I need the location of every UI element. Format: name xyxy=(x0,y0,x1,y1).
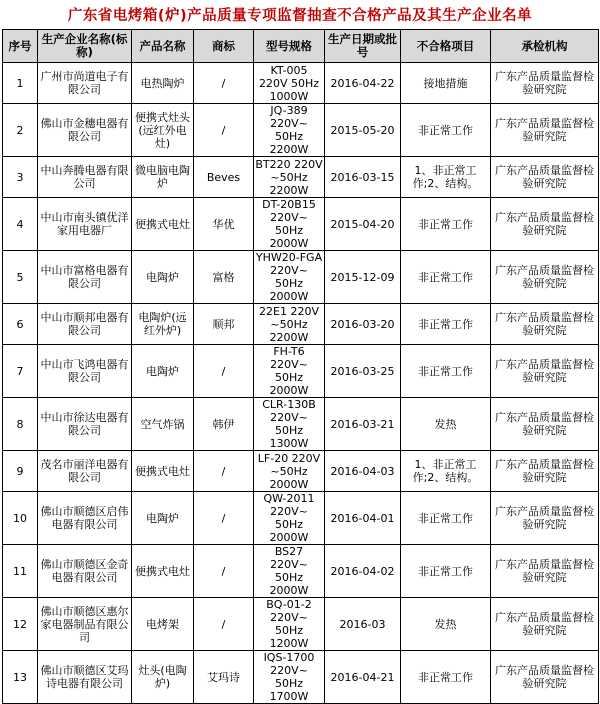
cell-no: 11 xyxy=(3,545,38,598)
cell-model: BQ-01-2 220V~ 50Hz 1200W xyxy=(254,598,325,651)
cell-date: 2016-03-15 xyxy=(325,157,401,198)
cell-brand: / xyxy=(194,63,254,104)
cell-item: 发热 xyxy=(401,598,491,651)
cell-product: 便携式电灶 xyxy=(132,198,194,251)
cell-brand: / xyxy=(194,545,254,598)
cell-agency: 广东产品质量监督检验研究院 xyxy=(491,451,599,492)
cell-no: 4 xyxy=(3,198,38,251)
nonconforming-products-table xyxy=(2,29,599,704)
cell-company: 广州市尚道电子有限公司 xyxy=(38,63,132,104)
cell-date: 2016-04-01 xyxy=(325,492,401,545)
document-title: 广东省电烤箱(炉)产品质量专项监督抽查不合格产品及其生产企业名单 xyxy=(67,8,533,24)
cell-no: 2 xyxy=(3,104,38,157)
cell-brand: 韩伊 xyxy=(194,398,254,451)
cell-model: KT-005 220V 50Hz 1000W xyxy=(254,63,325,104)
cell-product: 电热陶炉 xyxy=(132,63,194,104)
cell-no: 3 xyxy=(3,157,38,198)
cell-brand: 顺邦 xyxy=(194,304,254,345)
cell-date: 2016-04-21 xyxy=(325,651,401,704)
cell-brand: 华优 xyxy=(194,198,254,251)
cell-date: 2015-05-20 xyxy=(325,104,401,157)
cell-model: BT220 220V ~50Hz 2200W xyxy=(255,157,323,197)
cell-company: 中山市顺邦电器有限公司 xyxy=(38,304,132,345)
table-row xyxy=(3,651,599,704)
cell-product: 便携式电灶 xyxy=(132,451,194,492)
cell-company: 中山市徐达电器有限公司 xyxy=(38,398,132,451)
cell-company: 中山奔腾电器有限公司 xyxy=(38,157,132,198)
cell-no: 9 xyxy=(3,451,38,492)
cell-agency: 广东产品质量监督检验研究院 xyxy=(491,545,599,598)
table-row xyxy=(3,598,599,651)
cell-model: YHW20-FGA 220V~ 50Hz 2000W xyxy=(254,251,325,304)
cell-no: 8 xyxy=(3,398,38,451)
cell-product: 空气炸锅 xyxy=(132,398,194,451)
cell-product: 电陶炉 xyxy=(132,345,194,398)
cell-agency: 广东产品质量监督检验研究院 xyxy=(491,104,599,157)
header-brand: 商标 xyxy=(194,30,254,63)
header-product: 产品名称 xyxy=(132,30,194,63)
table-row xyxy=(3,198,599,251)
cell-company: 中山市南头镇优洋家用电器厂 xyxy=(38,198,132,251)
cell-date: 2015-04-20 xyxy=(325,198,401,251)
cell-no: 7 xyxy=(3,345,38,398)
cell-item: 非正常工作 xyxy=(401,651,491,704)
cell-item: 1、非正常工作;2、结构。 xyxy=(401,451,491,492)
header-item: 不合格项目 xyxy=(401,30,491,63)
table-row xyxy=(3,157,599,198)
header-model: 型号规格 xyxy=(254,30,325,63)
cell-item: 非正常工作 xyxy=(401,251,491,304)
cell-date: 2016-04-03 xyxy=(325,451,401,492)
cell-product: 便携式灶头(远红外电灶) xyxy=(132,104,194,157)
cell-agency: 广东产品质量监督检验研究院 xyxy=(491,345,599,398)
cell-company: 中山市飞鸿电器有限公司 xyxy=(38,345,132,398)
cell-item: 接地措施 xyxy=(401,63,491,104)
cell-no: 5 xyxy=(3,251,38,304)
cell-model: IQS-1700 220V~ 50Hz 1700W xyxy=(254,651,325,704)
table-row xyxy=(3,451,599,492)
cell-product: 电陶炉 xyxy=(132,492,194,545)
cell-agency: 广东产品质量监督检验研究院 xyxy=(491,398,599,451)
table-row xyxy=(3,104,599,157)
table-row xyxy=(3,63,599,104)
cell-date: 2016-03-21 xyxy=(325,398,401,451)
cell-company: 佛山市顺德区惠尔家电器制品有限公司 xyxy=(38,598,132,651)
table-row xyxy=(3,345,599,398)
cell-agency: 广东产品质量监督检验研究院 xyxy=(491,251,599,304)
cell-agency: 广东产品质量监督检验研究院 xyxy=(491,157,599,198)
cell-model: BS27 220V~ 50Hz 2000W xyxy=(254,545,325,598)
cell-brand: 富格 xyxy=(194,251,254,304)
cell-brand: / xyxy=(194,492,254,545)
table-row xyxy=(3,251,599,304)
cell-product: 电烤架 xyxy=(132,598,194,651)
cell-item: 非正常工作 xyxy=(401,545,491,598)
cell-brand: Beves xyxy=(194,157,254,198)
cell-item: 非正常工作 xyxy=(401,304,491,345)
cell-no: 6 xyxy=(3,304,38,345)
cell-brand: / xyxy=(194,104,254,157)
header-company: 生产企业名称(标称) xyxy=(38,30,132,63)
cell-product: 电陶炉 xyxy=(132,251,194,304)
table-row xyxy=(3,545,599,598)
cell-agency: 广东产品质量监督检验研究院 xyxy=(491,304,599,345)
cell-date: 2016-04-22 xyxy=(325,63,401,104)
cell-agency: 广东产品质量监督检验研究院 xyxy=(491,198,599,251)
cell-company: 佛山市顺德区艾玛诗电器有限公司 xyxy=(38,651,132,704)
cell-item: 非正常工作 xyxy=(401,104,491,157)
cell-no: 10 xyxy=(3,492,38,545)
cell-item: 非正常工作 xyxy=(401,345,491,398)
cell-model: FH-T6 220V~ 50Hz 2000W xyxy=(254,345,325,398)
cell-model: DT-20B15 220V~ 50Hz 2000W xyxy=(254,198,325,251)
cell-brand: / xyxy=(194,451,254,492)
cell-model: LF-20 220V ~50Hz 2000W xyxy=(254,451,325,492)
cell-item: 非正常工作 xyxy=(401,198,491,251)
cell-company: 佛山市顺德区启伟电器有限公司 xyxy=(38,492,132,545)
cell-item: 非正常工作 xyxy=(401,492,491,545)
table-row xyxy=(3,398,599,451)
table-row xyxy=(3,492,599,545)
cell-agency: 广东产品质量监督检验研究院 xyxy=(491,598,599,651)
cell-product: 灶头(电陶炉) xyxy=(132,651,194,704)
cell-company: 佛山市顺德区金奇电器有限公司 xyxy=(38,545,132,598)
cell-date: 2016-03-20 xyxy=(325,304,401,345)
cell-date: 2015-12-09 xyxy=(325,251,401,304)
cell-product: 便携式电灶 xyxy=(132,545,194,598)
cell-company: 中山市富格电器有限公司 xyxy=(38,251,132,304)
cell-brand: 艾玛诗 xyxy=(194,651,254,704)
cell-brand: / xyxy=(194,598,254,651)
cell-no: 12 xyxy=(3,598,38,651)
cell-model: 22E1 220V ~50Hz 2200W xyxy=(254,304,325,345)
cell-brand: / xyxy=(194,345,254,398)
cell-agency: 广东产品质量监督检验研究院 xyxy=(491,651,599,704)
table-row xyxy=(3,304,599,345)
cell-model: CLR-130B 220V~ 50Hz 1300W xyxy=(254,398,325,451)
table-header-row xyxy=(3,30,599,63)
cell-item: 发热 xyxy=(401,398,491,451)
cell-no: 1 xyxy=(3,63,38,104)
header-agency: 承检机构 xyxy=(491,30,599,63)
cell-company: 茂名市丽洋电器有限公司 xyxy=(38,451,132,492)
cell-date: 2016-03 xyxy=(325,598,401,651)
cell-product: 电陶炉(远红外炉) xyxy=(132,304,194,345)
header-no: 序号 xyxy=(3,30,38,63)
cell-model: JQ-389 220V~ 50Hz 2200W xyxy=(254,104,325,157)
cell-item: 1、非正常工作;2、结构。 xyxy=(401,157,491,198)
cell-company: 佛山市金穗电器有限公司 xyxy=(38,104,132,157)
cell-agency: 广东产品质量监督检验研究院 xyxy=(491,63,599,104)
header-date: 生产日期或批号 xyxy=(325,30,401,63)
cell-product: 微电脑电陶炉 xyxy=(132,157,194,198)
cell-no: 13 xyxy=(3,651,38,704)
cell-date: 2016-04-02 xyxy=(325,545,401,598)
cell-date: 2016-03-25 xyxy=(325,345,401,398)
cell-agency: 广东产品质量监督检验研究院 xyxy=(491,492,599,545)
cell-model: QW-2011 220V~ 50Hz 2000W xyxy=(254,492,325,545)
